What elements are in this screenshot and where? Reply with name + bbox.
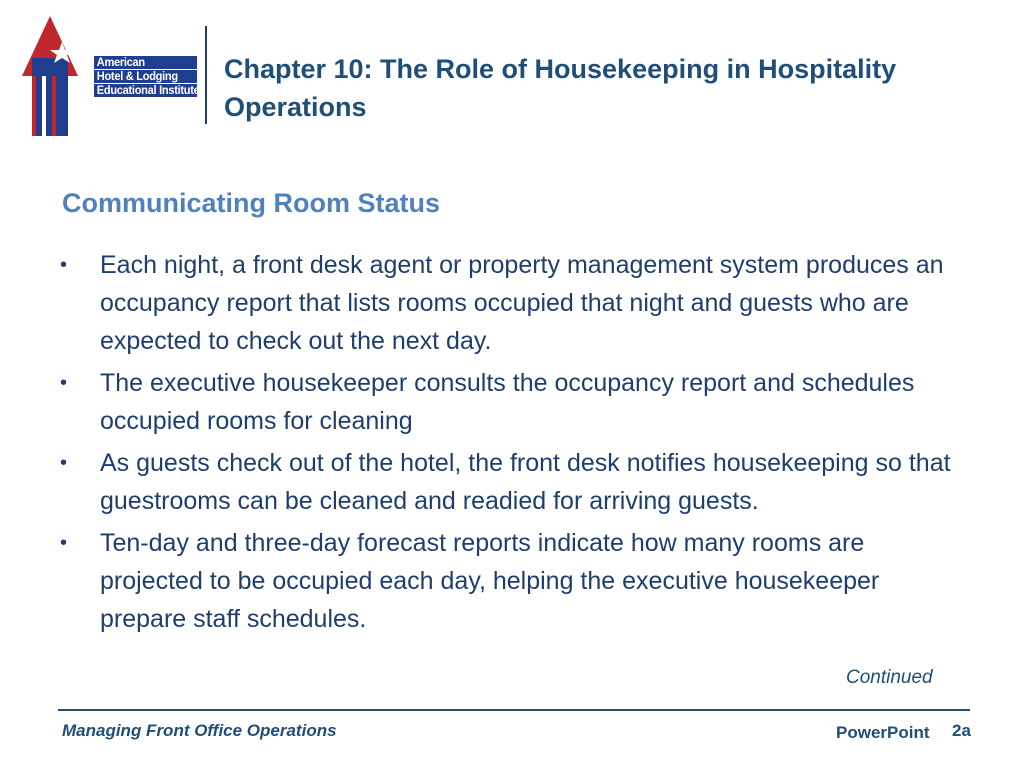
logo-line-3: Educational Institute bbox=[94, 84, 197, 97]
footer-powerpoint-label: PowerPoint bbox=[836, 723, 930, 742]
continued-label: Continued bbox=[846, 667, 933, 688]
bullet-text: The executive housekeeper consults the occupancy report and schedules occupied rooms for cleaning bbox=[100, 369, 915, 435]
bullet-item bbox=[60, 364, 960, 440]
slide-subtitle: Communicating Room Status bbox=[62, 188, 441, 218]
bullet-text: As guests check out of the hotel, the front desk notifies housekeeping so that guestrooms can be cleaned and readied for arriving guests. bbox=[100, 449, 951, 515]
bullet-item bbox=[60, 444, 960, 520]
bullet-glyph: • bbox=[60, 372, 68, 394]
footer-divider bbox=[58, 709, 970, 711]
slide-title: Chapter 10: The Role of Housekeeping in Hospitality Operations bbox=[224, 54, 897, 122]
bullet-item bbox=[60, 524, 960, 638]
bullet-text: Ten-day and three-day forecast reports indicate how many rooms are projected to be occupied each day, helping the executive housekeeper prepare staff schedules. bbox=[100, 529, 880, 633]
bullet-item bbox=[60, 246, 960, 360]
logo-line-1: American bbox=[94, 56, 197, 69]
header-divider bbox=[205, 26, 207, 124]
footer-course-title: Managing Front Office Operations bbox=[62, 721, 337, 740]
bullet-text: Each night, a front desk agent or property management system produces an occupancy report that lists rooms occupied that night and guests who are expected to check out the next day. bbox=[100, 251, 944, 355]
bullet-glyph: • bbox=[60, 532, 68, 554]
bullet-glyph: • bbox=[60, 452, 68, 474]
page-number: 2a bbox=[952, 721, 971, 740]
bullet-glyph: • bbox=[60, 254, 68, 276]
ahla-ei-logo bbox=[22, 16, 200, 136]
logo-line-2: Hotel & Lodging bbox=[94, 70, 197, 83]
bullet-list bbox=[60, 246, 960, 642]
